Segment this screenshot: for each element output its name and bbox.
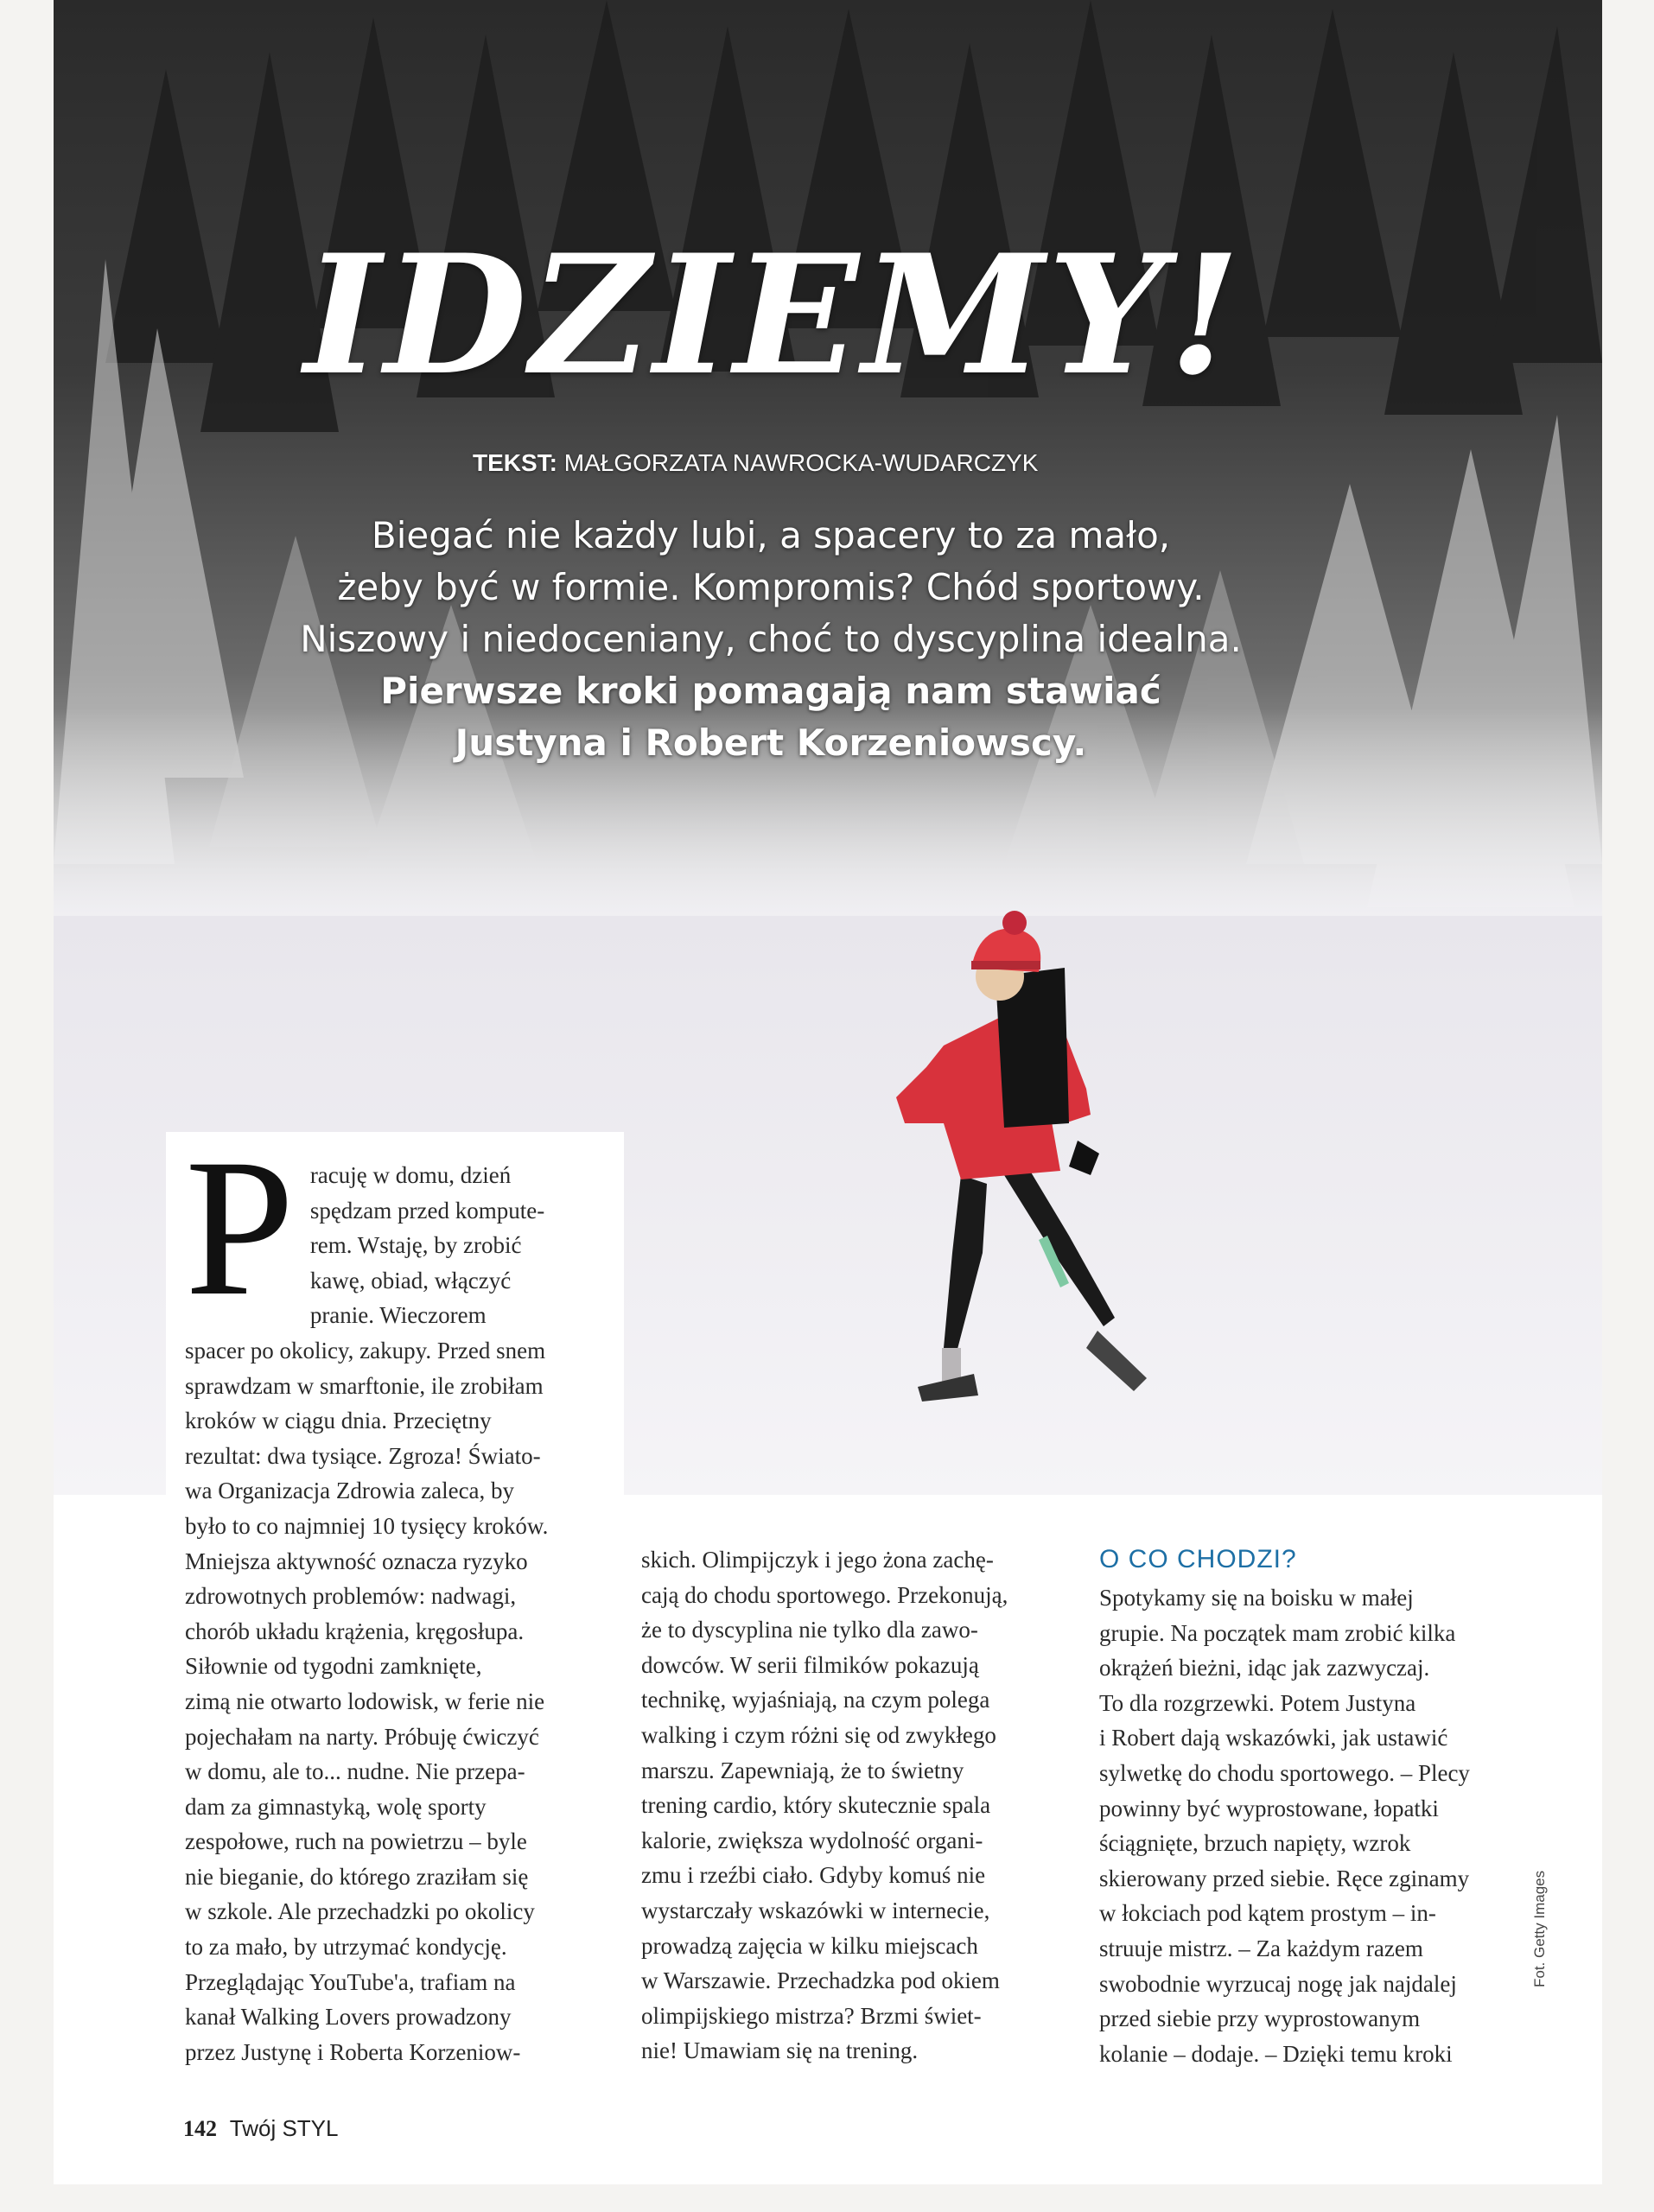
lead-line: żeby być w formie. Kompromis? Chód sportowy.: [337, 566, 1205, 608]
photo-credit: Fot. Getty Images: [1531, 1870, 1548, 1987]
lead-line: Niszowy i niedoceniany, choć to dyscyplina idealna.: [300, 618, 1242, 660]
drop-cap: P: [185, 1119, 295, 1337]
column-1-text: racuję w domu, dzień spędzam przed kompute- rem. Wstaję, by zrobić kawę, obiad, włączyć pranie. Wieczorem spacer po okolicy, zakupy. Przed snem sprawdzam w smarftonie, ile zrobiłam kroków w ciągu dnia. Przeciętny rezultat: dwa tysiące. Zgroza! Świato- wa Organizacja Zdrowia zaleca, by było to co najmniej 10 tysięcy kroków. Mniejsza aktywność oznacza ryzyko zdrowotnych problemów: nadwagi, chorób układu krążenia, kręgosłupa. Siłownie od tygodni zamknięte, zimą nie otwarto lodowisk, w ferie nie pojechałam na narty. Próbuję ćwiczyć w domu, ale to... nudne. Nie przepa- dam za gimnastyką, wolę sporty zespołowe, ruch na powietrzu – byle nie bieganie, do którego zraziłam się w szkole. Ale przechadzki po okolicy to za mało, by utrzymać kondycję. Przeglądając YouTube'a, trafiam na kanał Walking Lovers prowadzony przez Justynę i Roberta Korzeniow-: [185, 1162, 549, 2065]
section-heading: O CO CHODZI?: [1099, 1545, 1297, 1573]
column-3-text: Spotykamy się na boisku w małej grupie. Na początek mam zrobić kilka okrążeń bieżni, idąc jak zazwyczaj. To dla rozgrzewki. Potem Justyna i Robert dają wskazówki, jak ustawić sylwetkę do chodu sportowego. – Plecy powinny być wyprostowane, łopatki ściągnięte, brzuch napięty, wzrok skierowany przed siebie. Ręce zginamy w łokciach pod kątem prostym – in- struuje mistrz. – Za każdym razem swobodnie wyrzucaj nogę jak najdalej przed siebie przy wyprostowanym kolanie – dodaje. – Dzięki temu kroki: [1099, 1585, 1470, 2067]
byline: [473, 449, 1164, 477]
column-2-text: skich. Olimpijczyk i jego żona zachę- cają do chodu sportowego. Przekonują, że to dyscyplina nie tylko dla zawo- dowców. W serii filmików pokazują technikę, wyjaśniają, na czym polega walking i czym różni się od zwykłego marszu. Zapewniają, że to świetny trening cardio, który skutecznie spala kalorie, zwiększa wydolność organi- zmu i rzeźbi ciało. Gdyby komuś nie wystarczały wskazówki w internecie, prowadzą zajęcia w kilku miejscach w Warszawie. Przechadzka pod okiem olimpijskiego mistrza? Brzmi świet- nie! Umawiam się na trening.: [641, 1547, 1008, 2064]
page-number: 142: [183, 2116, 217, 2141]
lead-bold-line: Justyna i Robert Korzeniowscy.: [455, 721, 1087, 764]
article-title: IDZIEMY!: [304, 219, 1244, 411]
lead-bold-line: Pierwsze kroki pomagają nam stawiać: [380, 670, 1161, 712]
magazine-page: [54, 0, 1602, 2184]
magazine-name: Twój STYL: [229, 2115, 339, 2141]
body-column-1: [185, 1119, 621, 2069]
article-lead: [252, 510, 1289, 769]
body-column-2: [641, 1542, 1108, 2069]
body-column-3: [1099, 1542, 1557, 2071]
byline-label: TEKST:: [473, 449, 557, 476]
lead-line: Biegać nie każdy lubi, a spacery to za mało,: [371, 514, 1171, 556]
byline-author: MAŁGORZATA NAWROCKA-WUDARCZYK: [563, 449, 1039, 476]
page-folio: [183, 2115, 338, 2142]
